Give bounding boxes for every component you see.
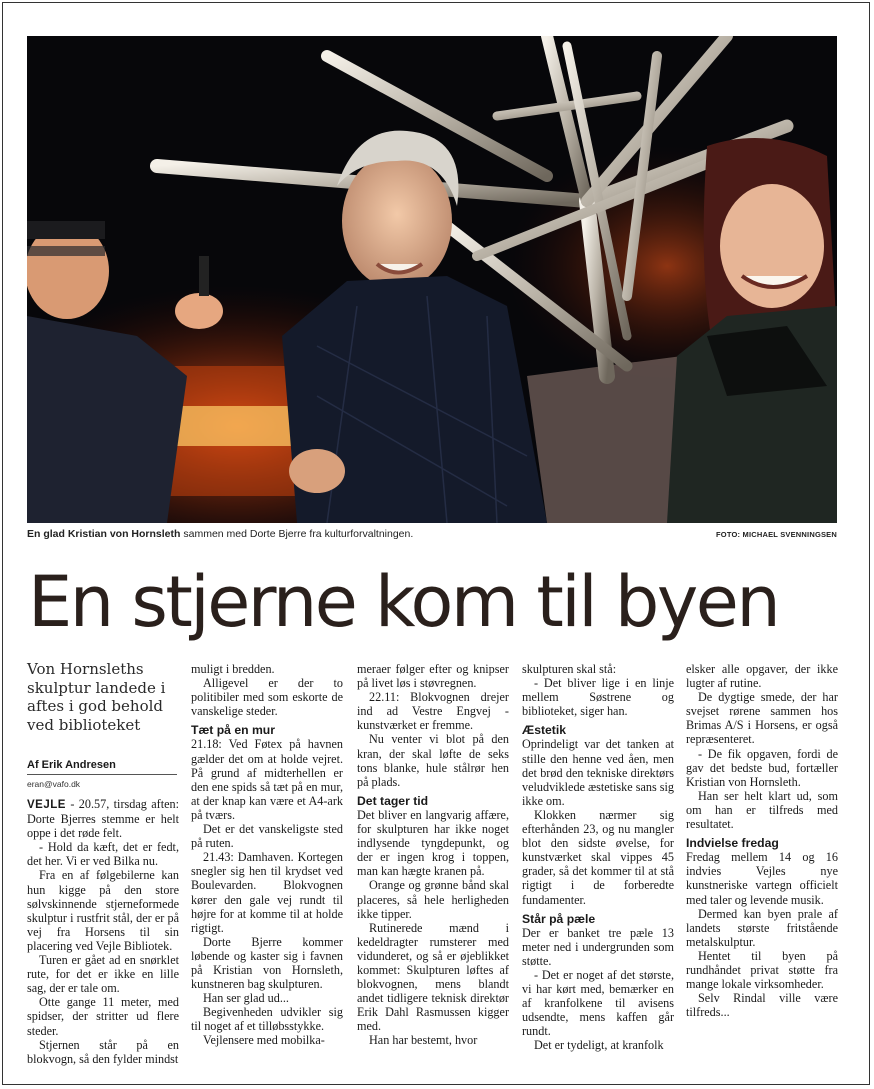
paragraph: Otte gange 11 meter, med spidser, der stritter ud flere steder. bbox=[27, 995, 179, 1038]
paragraph: VEJLE - 20.57, tirsdag aften: Dorte Bjerres stemme er helt oppe i det røde felt. bbox=[27, 797, 179, 841]
paragraph: 22.11: Blokvognen drejer ind ad Vestre Engvej - kunstværket er fremme. bbox=[357, 690, 509, 733]
subheading: Æstetik bbox=[522, 723, 567, 738]
paragraph: De dygtige smede, der har svejset rørene sammen hos Brimas A/S i Horsens, er også repræsenteret. bbox=[686, 690, 838, 747]
paragraph: Alligevel er der to politibiler med som eskorte de vanskelige steder. bbox=[191, 676, 343, 719]
photo-credit: FOTO: MICHAEL SVENNINGSEN bbox=[716, 530, 837, 539]
photo-caption bbox=[27, 528, 837, 542]
article-column-2 bbox=[191, 662, 343, 1048]
paragraph: Det bliver en langvarig affære, for skulpturen har ikke noget indlysende tyngdepunkt, og der er ingen krog i toppen, man kan hægte kranen på. bbox=[357, 807, 509, 879]
caption-name: En glad Kristian von Hornsleth bbox=[27, 528, 181, 540]
paragraph: Han ser helt klart ud, som om han er tilfreds med resultatet. bbox=[686, 788, 838, 832]
paragraph: elsker alle opgaver, der ikke lugter af rutine. bbox=[686, 662, 838, 691]
news-photo bbox=[27, 36, 837, 523]
headline: En stjerne kom til byen bbox=[28, 561, 779, 643]
paragraph: Vejlensere med mobilka- bbox=[203, 1033, 325, 1048]
paragraph: 21.18: Ved Føtex på havnen gælder det om at holde vejret. På grund af midterhellen er den ene spids så tæt på en mur, at der knap kan være et A4-ark på tværs. bbox=[191, 737, 343, 822]
paragraph: Det er det vanskeligste sted på ruten. bbox=[191, 822, 343, 851]
paragraph: 21.43: Damhaven. Kortegen snegler sig hen til krydset ved Boulevarden. Blokvognen kører den gale vej rundt til højre for at komme til at holde rigtigt. bbox=[191, 850, 343, 935]
subheading: Indvielse fredag bbox=[686, 836, 779, 851]
paragraph: Orange og grønne bånd skal placeres, så hele herligheden ikke tipper. bbox=[357, 878, 509, 921]
paragraph: Han har bestemt, hvor bbox=[369, 1033, 478, 1048]
byline: Af Erik Andresen bbox=[27, 759, 116, 771]
paragraph: Dermed kan byen prale af landets største fritstående metalskulptur. bbox=[686, 906, 838, 949]
article-column-1 bbox=[27, 797, 179, 1066]
paragraph: Det er tydeligt, at kranfolk bbox=[534, 1038, 664, 1053]
paragraph: Nu venter vi blot på den kran, der skal løfte de seks tons blanke, hule stålrør hen på plads. bbox=[357, 732, 509, 789]
paragraph: Oprindeligt var det tanken at stille den henne ved åen, men det brød den tekniske direktørs veludviklede æstetiske sans sig ikke om. bbox=[522, 737, 674, 808]
paragraph: Hentet til byen på rundhåndet privat støtte fra mange lokale virksomheder. bbox=[686, 948, 838, 992]
subheading: Tæt på en mur bbox=[191, 723, 275, 738]
photo-illustration bbox=[27, 36, 837, 523]
paragraph: Selv Rindal ville være tilfreds... bbox=[686, 991, 838, 1020]
paragraph: Begivenheden udvikler sig til noget af et tilløbsstykke. bbox=[191, 1005, 343, 1034]
paragraph: Dorte Bjerre kommer løbende og kaster sig i favnen på Kristian von Hornsleth, kunstneren bag skulpturen. bbox=[191, 934, 343, 992]
author-email: eran@vafo.dk bbox=[27, 779, 81, 789]
paragraph: - Hold da kæft, det er fedt, det her. Vi er ved Bilka nu. bbox=[27, 840, 179, 869]
paragraph: Fredag mellem 14 og 16 indvies Vejles nye kunstneriske vartegn officielt med taler og levende musik. bbox=[686, 850, 838, 907]
subheading: Står på pæle bbox=[522, 911, 596, 926]
article-column-4 bbox=[522, 662, 674, 1053]
paragraph: Han ser glad ud... bbox=[203, 991, 289, 1006]
lead-text: Von Hornsleths skulptur landede i aftes i god behold ved biblioteket bbox=[27, 660, 166, 734]
dateline: VEJLE bbox=[27, 799, 66, 811]
subheading: Det tager tid bbox=[357, 793, 429, 808]
paragraph: meraer følger efter og knipser på livet løs i støvregnen. bbox=[357, 662, 509, 691]
paragraph: - Det bliver lige i en linje mellem Søstrene og biblioteket, siger han. bbox=[522, 676, 674, 719]
article-column-3 bbox=[357, 662, 509, 1048]
paragraph: Klokken nærmer sig efterhånden 23, og nu mangler blot den sidste øvelse, for kunstværket skal vippes 45 grader, så det kommer til at stå rigtigt i de forberedte fundamenter. bbox=[522, 807, 674, 907]
paragraph: Der er banket tre pæle 13 meter ned i undergrunden som støtte. bbox=[522, 925, 674, 968]
paragraph: - Det er noget af det største, vi har kørt med, bemærker en af kranfolkene til avisens udsendte, mens kaffen går rundt. bbox=[522, 967, 674, 1039]
paragraph: Stjernen står på en blokvogn, så den fylder mindst bbox=[27, 1037, 179, 1066]
article-column-5 bbox=[686, 662, 838, 1019]
caption-text: sammen med Dorte Bjerre fra kulturforvaltningen. bbox=[180, 528, 414, 540]
paragraph: Rutinerede mænd i kedeldragter rumsterer med vidunderet, og så er øjeblikket kommet: Skulpturen løftes af blokvognen, mens blandt andet tidligere teknisk direktør Erik Dahl Rasmussen kigger med. bbox=[357, 920, 509, 1034]
paragraph: skulpturen skal stå: bbox=[522, 662, 617, 676]
paragraph: Turen er gået ad en snørklet rute, for det er ikke en lille sag, der er tale om. bbox=[27, 953, 179, 996]
byline-rule bbox=[27, 774, 177, 775]
paragraph: - De fik opgaven, fordi de gav det bedste bud, fortæller Kristian von Hornsleth. bbox=[686, 746, 838, 789]
paragraph: Fra en af følgebilerne kan hun kigge på den store sølvskinnende stjerneformede skulptur i rustfrit stål, der er på vej fra Horsens til sin placering ved Vejle Bibliotek. bbox=[27, 868, 179, 953]
paragraph: muligt i bredden. bbox=[191, 662, 275, 676]
